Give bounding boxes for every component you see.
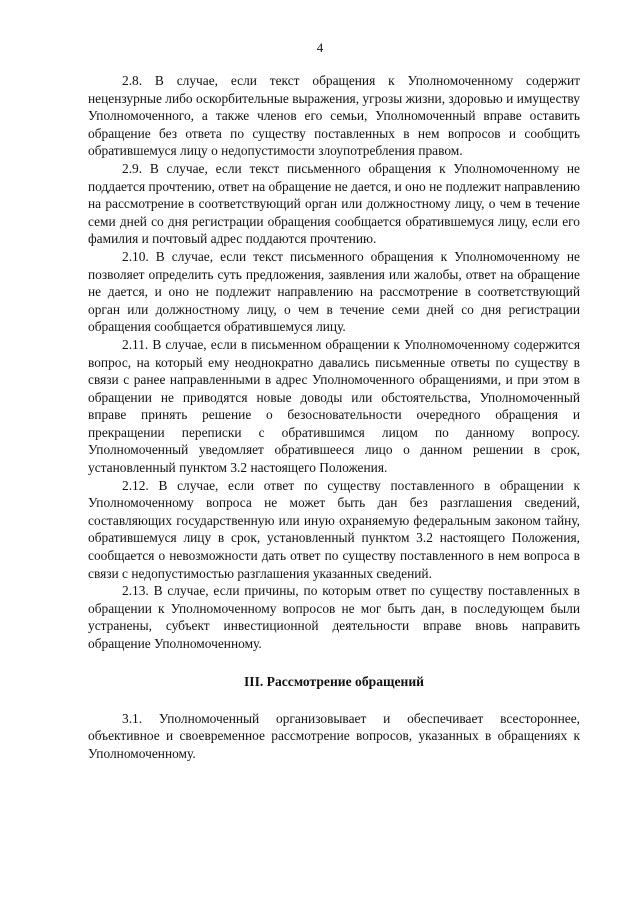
paragraph-2-11: 2.11. В случае, если в письменном обращении к Уполномоченному содержится вопрос, на который ему неоднократно давались письменные ответы по существу в связи с ранее направленными в адрес Уполномоченного обращениями, и при этом в обращении не приводятся новые доводы или обстоятельства, Уполномоченный вправе принять решение о безосновательности очередного обращения и прекращении переписки с обратившимся лицом по данному вопросу. Уполномоченный уведомляет обратившееся лицо о данном решении в срок, установленный пунктом 3.2 настоящего Положения. (88, 336, 580, 476)
paragraph-2-8: 2.8. В случае, если текст обращения к Уполномоченному содержит нецензурные либо оскорбительные выражения, угрозы жизни, здоровью и имуществу Уполномоченного, а также членов его семьи, Уполномоченный вправе оставить обращение без ответа по существу поставленных в нем вопросов и сообщить обратившемуся лицу о недопустимости злоупотребления правом. (88, 73, 580, 159)
paragraph-3-1: 3.1. Уполномоченный организовывает и обеспечивает всестороннее, объективное и своевременное рассмотрение вопросов, указанных в обращениях к Уполномоченному. (88, 710, 580, 761)
document-body (88, 72, 580, 762)
paragraph-2-9: 2.9. В случае, если текст письменного обращения к Уполномоченному не поддается прочтению, ответ на обращение не дается, и оно не подлежит направлению на рассмотрение в соответствующий орган или должностному лицу, о чем в течение семи дней со дня регистрации обращения сообщается обратившемуся лицу, если его фамилия и почтовый адрес поддаются прочтению. (88, 160, 580, 247)
paragraph-2-13: 2.13. В случае, если причины, по которым ответ по существу поставленных в обращении к Уполномоченному вопросов не мог быть дан, в последующем были устранены, субъект инвестиционной деятельности вправе вновь направить обращение Уполномоченному. (88, 583, 580, 651)
paragraph-2-10: 2.10. В случае, если текст письменного обращения к Уполномоченному не позволяет определить суть предложения, заявления или жалобы, ответ на обращение не дается, и оно не подлежит направлению на рассмотрение в соответствующий орган или должностному лицу, о чем в течение семи дней со дня регистрации обращения сообщается обратившемуся лицу. (88, 248, 580, 335)
section-title: III. Рассмотрение обращений (243, 673, 425, 689)
paragraph-2-12: 2.12. В случае, если ответ по существу поставленного в обращении к Уполномоченному вопроса не может быть дан без разглашения сведений, составляющих государственную или иную охраняемую федеральным законом тайну, обратившемуся лицу в срок, установленный пунктом 3.2 настоящего Положения, сообщается о невозможности дать ответ по существу поставленного в нем вопроса в связи с недопустимостью разглашения указанных сведений. (88, 477, 580, 581)
page-number: 4 (316, 40, 324, 55)
